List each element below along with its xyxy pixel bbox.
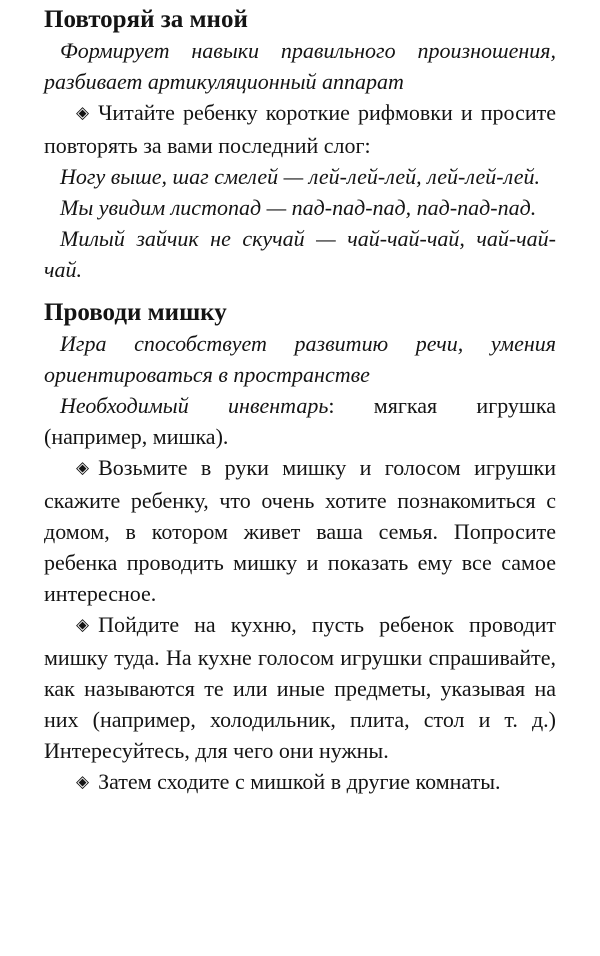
diamond-bullet-icon: ◈ [76,103,90,122]
diamond-bullet-icon: ◈ [76,615,90,634]
instruction-bullet [44,452,556,609]
instruction-text: Затем сходите с мишкой в другие комнаты. [98,769,501,794]
rhyme-line: Ногу выше, шаг смелей — лей-лей-лей, лей-лей-лей. [60,164,540,189]
instruction-bullet [44,97,556,161]
diamond-bullet-icon: ◈ [76,458,90,477]
rhyme-line: Мы увидим листопад — пад-пад-пад, пад-пад-пад. [60,195,537,220]
section-title-repeat-after-me: Повторяй за мной [44,6,248,33]
instruction-text: Пойдите на кухню, пусть ребенок проводит мишку туда. На кухне голосом игрушки спрашивайте, как называются те или иные предметы, указывая на них (например, холодильник, плита, стол и т. д.) Интересуйтесь, для чего они нужны. [44,612,556,763]
document-page [44,4,556,799]
section-description: Формирует навыки правильного произношения, разбивает артикуляционный аппарат [44,38,556,94]
instruction-text: Возьмите в руки мишку и голосом игрушки скажите ребенку, что очень хотите познакомиться с домом, в котором живет ваша семья. Попросите ребенка проводить мишку и показать ему все самое интересное. [44,455,556,606]
inventory-value: : мягкая игрушка (например, мишка). [44,393,556,449]
section-spacer [44,285,556,297]
rhyme-line: Милый зайчик не скучай — чай-чай-чай, чай-чай-чай. [44,226,556,282]
section-description: Игра способствует развитию речи, умения ориентироваться в пространстве [44,331,556,387]
inventory-label: Необходимый инвентарь [60,393,329,418]
section-title-walk-the-bear: Проводи мишку [44,299,227,326]
instruction-bullet [44,766,556,799]
instruction-bullet [44,609,556,766]
inventory-line [44,390,556,452]
instruction-text: Читайте ребенку короткие рифмовки и просите повторять за вами последний слог: [44,100,556,158]
diamond-bullet-icon: ◈ [76,772,90,791]
